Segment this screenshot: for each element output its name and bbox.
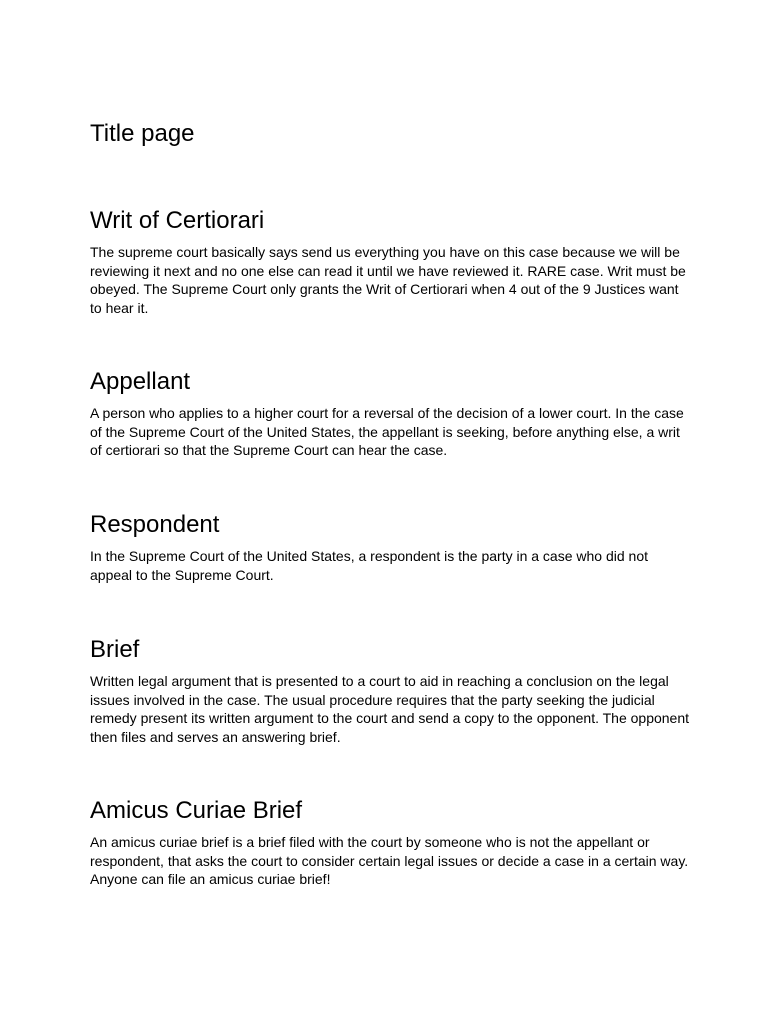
section-body: Written legal argument that is presented to a court to aid in reaching a conclusion on the legal issues involved in the case. The usual procedure requires that the party seeking the judicial remedy present its written argument to the court and send a copy to the opponent. The opponent then files and serves an answering brief. bbox=[90, 673, 690, 746]
section-respondent bbox=[90, 510, 690, 584]
section-amicus-curiae-brief bbox=[90, 796, 690, 889]
section-body: The supreme court basically says send us everything you have on this case because we will be reviewing it next and no one else can read it until we have reviewed it. RARE case. Writ must be obeyed. The Supreme Court only grants the Writ of Certiorari when 4 out of the 9 Justices want to hear it. bbox=[90, 244, 686, 317]
section-heading: Respondent bbox=[90, 511, 220, 538]
section-brief bbox=[90, 635, 690, 747]
section-body: An amicus curiae brief is a brief filed with the court by someone who is not the appellant or respondent, that asks the court to consider certain legal issues or decide a case in a certain way. Anyone can file an amicus curiae brief! bbox=[90, 834, 689, 888]
section-heading: Amicus Curiae Brief bbox=[90, 797, 303, 824]
section-writ-of-certiorari bbox=[90, 206, 690, 318]
section-body: A person who applies to a higher court for a reversal of the decision of a lower court. In the case of the Supreme Court of the United States, the appellant is seeking, before anything else, a writ of certiorari so that the Supreme Court can hear the case. bbox=[90, 405, 684, 459]
section-heading: Brief bbox=[90, 636, 140, 663]
section-body: In the Supreme Court of the United States, a respondent is the party in a case who did not appeal to the Supreme Court. bbox=[90, 548, 648, 583]
section-appellant bbox=[90, 367, 690, 460]
section-heading: Writ of Certiorari bbox=[90, 207, 265, 234]
section-heading: Appellant bbox=[90, 368, 191, 395]
page-title: Title page bbox=[90, 120, 195, 147]
